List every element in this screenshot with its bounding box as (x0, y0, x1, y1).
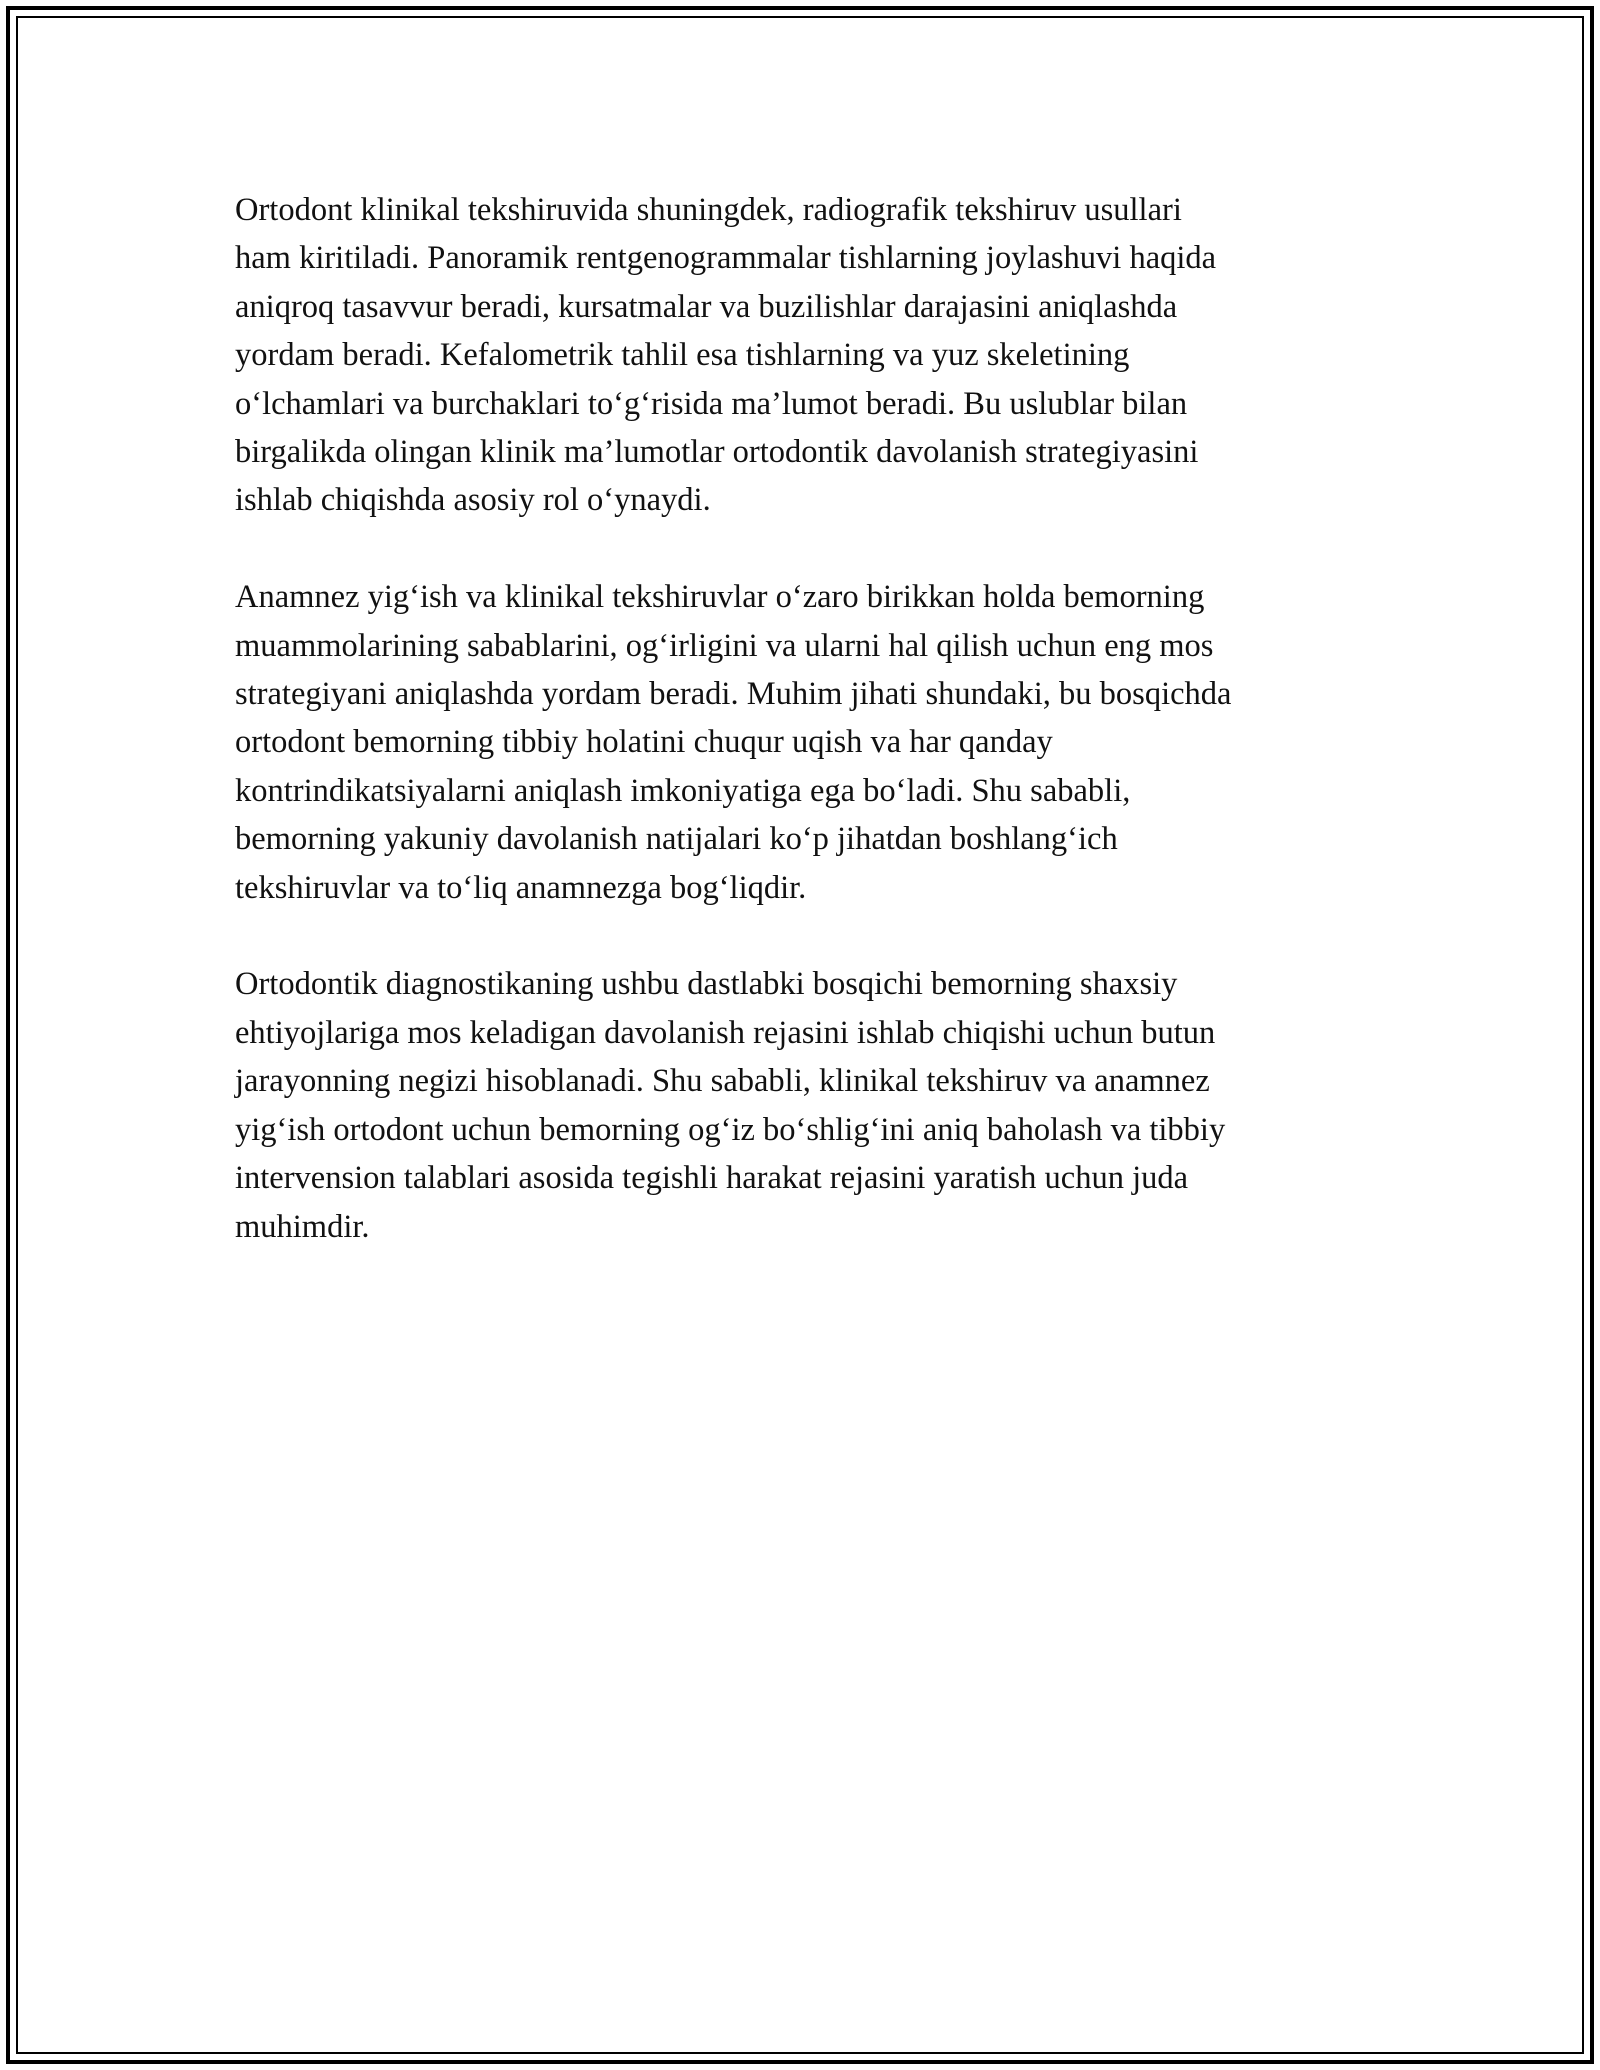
text-line: intervension talablari asosida tegishli harakat rejasini yaratish uchun juda (235, 1160, 1189, 1197)
text-line: birgalikda olingan klinik ma’lumotlar ortodontik davolanish strategiyasini (235, 434, 1199, 471)
paragraph-radiographic-methods (235, 186, 1385, 525)
text-line: yig‘ish ortodont uchun bemorning og‘iz bo‘shlig‘ini aniq baholash va tibbiy (235, 1111, 1226, 1148)
text-line: ham kiritiladi. Panoramik rentgenogrammalar tishlarning joylashuvi haqida (235, 240, 1217, 277)
text-line: ortodont bemorning tibbiy holatini chuqur uqish va har qanday (235, 724, 1053, 761)
text-line: aniqroq tasavvur beradi, kursatmalar va buzilishlar darajasini aniqlashda (235, 288, 1178, 325)
text-line: ehtiyojlariga mos keladigan davolanish rejasini ishlab chiqishi uchun butun (235, 1014, 1216, 1051)
text-line: strategiyani aniqlashda yordam beradi. Muhim jihati shundaki, bu bosqichda (235, 676, 1232, 713)
text-line: bemorning yakuniy davolanish natijalari ko‘p jihatdan boshlang‘ich (235, 821, 1118, 858)
text-line: muammolarining sabablarini, og‘irligini va ularni hal qilish uchun eng mos (235, 627, 1214, 664)
paragraph-anamnesis (235, 573, 1385, 912)
text-line: Ortodont klinikal tekshiruvida shuningdek, radiografik tekshiruv usullari (235, 192, 1182, 228)
paragraph-diagnostics-stage (235, 960, 1385, 1250)
text-line: yordam beradi. Kefalometrik tahlil esa tishlarning va yuz skeletining (235, 337, 1130, 374)
text-line: kontrindikatsiyalarni aniqlash imkoniyatiga ega bo‘ladi. Shu sababli, (235, 772, 1131, 809)
text-line: jarayonning negizi hisoblanadi. Shu sababli, klinikal tekshiruv va anamnez (235, 1063, 1210, 1100)
text-line: Ortodontik diagnostikaning ushbu dastlabki bosqichi bemorning shaxsiy (235, 966, 1178, 1003)
text-line: o‘lchamlari va burchaklari to‘g‘risida ma’lumot beradi. Bu uslublar bilan (235, 385, 1188, 422)
text-line: Anamnez yig‘ish va klinikal tekshiruvlar o‘zaro birikkan holda bemorning (235, 579, 1205, 616)
text-line: tekshiruvlar va to‘liq anamnezga bog‘liqdir. (235, 869, 807, 906)
text-line: muhimdir. (235, 1208, 370, 1245)
text-line: ishlab chiqishda asosiy rol o‘ynaydi. (235, 482, 711, 519)
document-body (235, 186, 1385, 1299)
